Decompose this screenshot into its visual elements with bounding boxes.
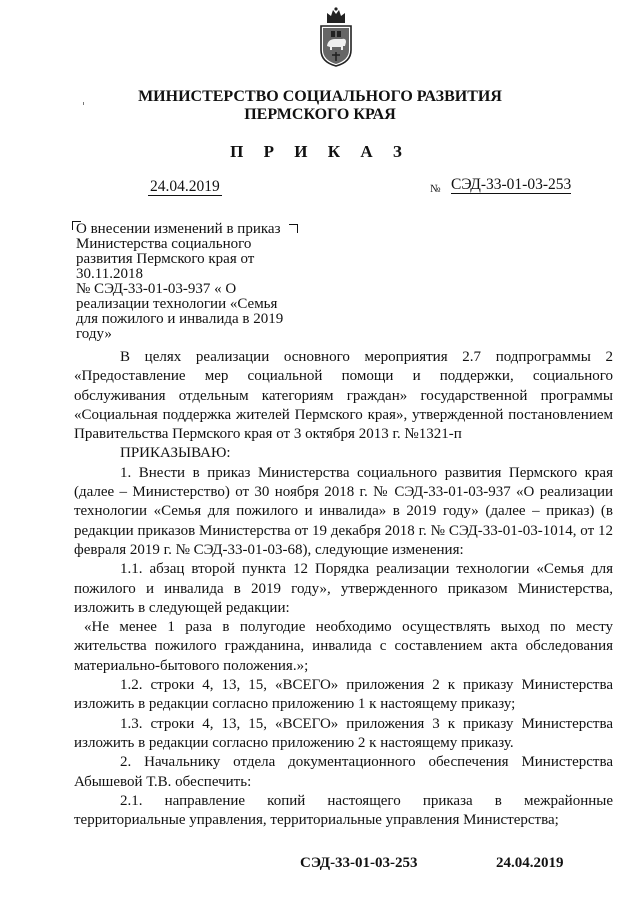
subject-line: № СЭД-33-01-03-937 « О xyxy=(76,281,237,297)
clause-1-3: 1.3. строки 4, 13, 15, «ВСЕГО» приложения 3 к приказу Министерства изложить в редакции согласно приложению 2 к настоящему приказу. xyxy=(74,715,613,751)
coat-of-arms-icon xyxy=(318,6,354,68)
subject-line: 30.11.2018 xyxy=(76,266,143,282)
subject-line: развития Пермского края от xyxy=(76,251,255,267)
clause-1-1: 1.1. абзац второй пункта 12 Порядка реализации технологии «Семья для пожилого и инвалида в 2019 году», утвержденного приказом Министерства, изложить в следующей редакции: xyxy=(74,561,613,616)
clause-1: 1. Внести в приказ Министерства социального развития Пермского края (далее – Министерство) от 30 ноября 2018 г. № СЭД-33-01-03-937 «О реализации технологии «Семья для пожилого и инвалида» в 2019 году» (далее – приказ) (в редакции приказов Министерства от 19 декабря 2018 г. № СЭД-33-01-03-1014, от 12 февраля 2019 г. № СЭД-33-01-03-68), следующие изменения: xyxy=(74,464,613,558)
document-number: СЭД-33-01-03-253 xyxy=(451,176,572,193)
clause-2-1: 2.1. направление копий настоящего приказа в межрайонные территориальные управления, территориальные управления Министерства; xyxy=(74,792,613,829)
quoted-text: «Не менее 1 раза в полугодие необходимо осуществлять выход по месту жительства пожилого гражданина, инвалида с составлением акта обследования материально-бытового положения.»; xyxy=(74,619,613,674)
document-body xyxy=(74,348,613,830)
subject-line: О внесении изменений в приказ xyxy=(76,221,281,237)
subject-line: Министерства социального xyxy=(76,236,252,252)
ministry-name-line2: ПЕРМСКОГО КРАЯ xyxy=(244,106,396,123)
document-type-title: П Р И К А З xyxy=(230,142,410,161)
order-word: ПРИКАЗЫВАЮ: xyxy=(120,445,231,462)
subject-line: для пожилого и инвалида в 2019 xyxy=(76,311,284,327)
subject-line: реализации технологии «Семья xyxy=(76,296,278,312)
subject-line: году» xyxy=(76,326,112,342)
subject-bracket-right xyxy=(289,224,298,233)
preamble-paragraph: В целях реализации основного мероприятия 2.7 подпрограммы 2 «Предоставление мер социальной помощи и поддержки, социального обслуживания отдельным категориям граждан» государственной программы «Социальная поддержка жителей Пермского края», утвержденной постановлением Правительства Пермского края от 3 октября 2013 г. №1321-п xyxy=(74,349,613,443)
ministry-name xyxy=(0,88,640,124)
number-sign: № xyxy=(430,183,441,195)
clause-1-2: 1.2. строки 4, 13, 15, «ВСЕГО» приложения 2 к приказу Министерства изложить в редакции согласно приложению 1 к настоящему приказу; xyxy=(74,677,613,713)
document-subject xyxy=(76,222,288,342)
clause-2: 2. Начальнику отдела документационного обеспечения Министерства Абышевой Т.В. обеспечить: xyxy=(74,754,613,790)
footer-document-number: СЭД-33-01-03-253 xyxy=(300,855,418,871)
footer-date: 24.04.2019 xyxy=(496,855,564,871)
ministry-name-line1: МИНИСТЕРСТВО СОЦИАЛЬНОГО РАЗВИТИЯ xyxy=(138,88,502,105)
document-date: 24.04.2019 xyxy=(148,179,222,196)
